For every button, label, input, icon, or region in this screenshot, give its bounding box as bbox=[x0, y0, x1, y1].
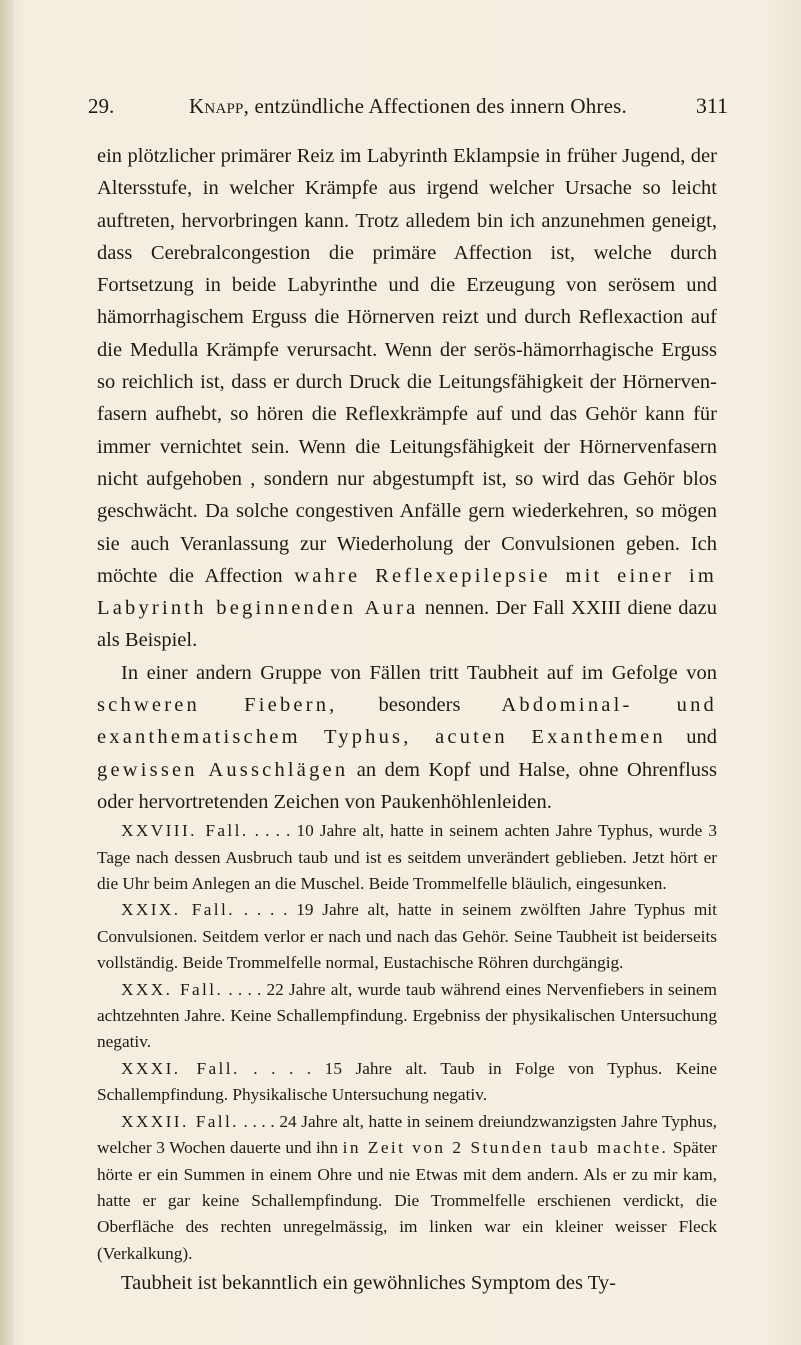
page-number: 311 bbox=[695, 93, 728, 118]
page-body bbox=[97, 140, 717, 1299]
paragraph-fever-deafness bbox=[97, 657, 717, 818]
text-run: besonders bbox=[337, 694, 502, 717]
case-label: XXVIII. Fall. bbox=[121, 821, 249, 841]
text-run: nennen. Der Fall XXIII diene dazu als Beispiel. bbox=[97, 597, 718, 652]
author-name: Knapp bbox=[189, 94, 244, 118]
chapter-number: 29. bbox=[88, 94, 115, 118]
text-run: ein plötzlicher primärer Reiz im Labyrinth Eklampsie in früher Jugend, der Altersstufe, in welcher Krämpfe aus irgend welcher Ursache so leicht auftreten, hervorbringen kann. Trotz alledem bin ich anzunehmen geneigt, dass Cerebralcongestion die primäre Affection ist, welche durch Fortsetzung in beide Labyrinthe und die Erzeugung von serösem und hämorrhagischem Erguss die Hörnerven reizt und durch Reflexaction auf die Medulla Krämpfe verursacht. Wenn der serös-hämorrhagische Erguss so reichlich ist, dass er durch Druck die Leitungsfähigkeit der Hörnervenfasern aufhebt, so hören die Reflexkrämpfe auf und das Gehör kann für immer vernichtet sein. Wenn die Leitungsfähigkeit der Hörnervenfasern nicht aufgehoben , sondern nur abgestumpft ist, so wird das Gehör blos geschwächt. Da solche congestiven Anfälle gern wiederkehren, so mögen sie auch Veranlassung zur Wiederholung der Convulsionen geben. Ich möchte die Affection bbox=[97, 145, 717, 587]
spaced-emphasis: schweren Fiebern, bbox=[97, 694, 338, 717]
running-title-rest: , entzündliche Affectionen des innern Ohres. bbox=[243, 94, 627, 118]
paragraph-reflex-epilepsy bbox=[97, 140, 717, 657]
case-label: XXX. Fall. bbox=[121, 979, 224, 999]
case-31 bbox=[97, 1056, 717, 1109]
case-text: . . . . 15 Jahre alt. Taub in Folge von Typhus. Keine Schallempfindung. Physikalische Untersuchung negativ. bbox=[97, 1058, 717, 1105]
text-run: und bbox=[665, 726, 718, 749]
case-29 bbox=[97, 897, 717, 976]
running-header bbox=[88, 93, 728, 133]
text-run: In einer andern Gruppe von Fällen tritt Taubheit auf im Gefolge von bbox=[121, 661, 717, 684]
case-text: Später hörte er ein Summen in einem Ohre und nie Etwas mit dem andern. Als er zu mir kam, hatte er gar keine Schallempfindung. Die Trommelfelle erschienen verdickt, die Oberfläche des rechten unregelmässig, im linken war ein kleiner weisser Fleck (Verkalkung). bbox=[97, 1138, 718, 1263]
running-title bbox=[148, 94, 668, 119]
paragraph-typhus-deafness: Taubheit ist bekanntlich ein gewöhnliches Symptom des Ty- bbox=[121, 1272, 616, 1295]
case-30 bbox=[97, 977, 717, 1056]
case-label: XXIX. Fall. bbox=[121, 900, 235, 920]
case-label: XXXI. Fall. bbox=[121, 1058, 240, 1078]
spaced-emphasis: in Zeit von 2 Stunden taub machte. bbox=[342, 1138, 669, 1158]
case-text: . . . . 19 Jahre alt, hatte in seinem zwölften Jahre Typhus mit Convulsionen. Seitdem verlor er nach und nach das Gehör. Seine Taubheit ist beiderseits vollständig. Beide Trommelfelle normal, Eustachische Röhren durchgängig. bbox=[97, 900, 717, 973]
spaced-emphasis: gewissen Ausschlägen bbox=[97, 758, 349, 781]
spaced-emphasis: wahre Reflexepilepsie mit einer im Labyrinth beginnenden Aura bbox=[97, 564, 717, 620]
case-text: . . . . 10 Jahre alt, hatte in seinem achten Jahre Typhus, wurde 3 Tage nach dessen Ausbruch taub und ist es seitdem unverändert geblieben. Jetzt hört er die Uhr beim Anlegen an die Muschel. Beide Trommelfelle bläulich, eingesunken. bbox=[97, 821, 717, 894]
case-text: . . . . 22 Jahre alt, wurde taub während eines Nervenfiebers in seinem achtzehnten Jahre. Keine Schallempfindung. Ergebniss der physikalischen Untersuchung negativ. bbox=[97, 979, 717, 1052]
spaced-emphasis: Abdominal- und exanthematischem Typhus, acuten Exanthemen bbox=[97, 694, 717, 749]
case-28 bbox=[97, 818, 717, 897]
page-gutter-shadow bbox=[0, 0, 14, 1345]
case-label: XXXII. Fall. bbox=[121, 1111, 239, 1131]
case-text: . . . . 24 Jahre alt, hatte in seinem dreiundzwanzigsten Jahre Typhus, welcher 3 Wochen dauerte und ihn bbox=[97, 1111, 717, 1158]
text-run: an dem Kopf und Halse, ohne Ohrenfluss oder hervortretenden Zeichen von Paukenhöhlenleiden. bbox=[97, 758, 717, 813]
case-32 bbox=[97, 1109, 717, 1267]
